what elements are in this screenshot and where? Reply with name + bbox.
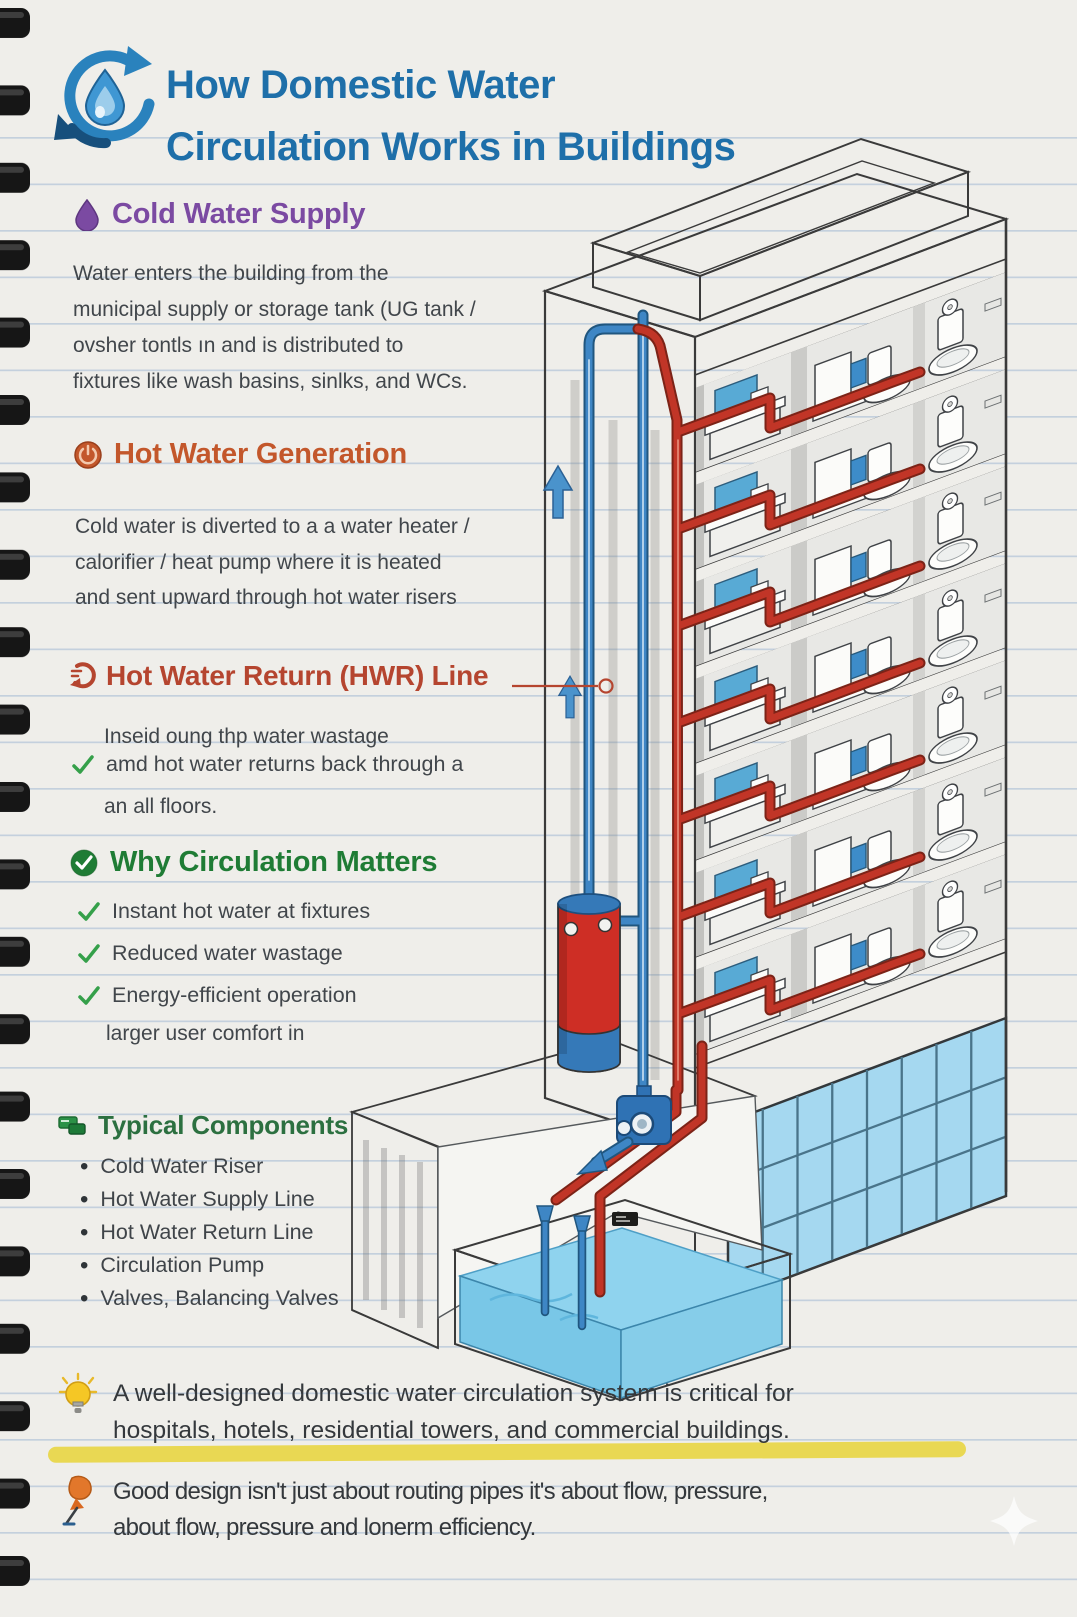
check-circle-icon xyxy=(70,849,98,877)
bullet-icon: • xyxy=(80,1186,89,1213)
hot-generation-paragraph xyxy=(75,509,470,616)
paragraph-line: Cold water is diverted to a a water heater / xyxy=(75,515,470,538)
pin-note xyxy=(113,1474,768,1546)
water-heater xyxy=(558,894,620,1072)
paragraph-line: municipal supply or storage tank (UG tank / xyxy=(73,298,476,321)
components-icon xyxy=(58,1113,88,1139)
checkmark-icon xyxy=(72,755,94,774)
hwr-tail: an all floors. xyxy=(104,795,218,818)
checkmark-icon xyxy=(78,986,100,1005)
list-item-label: Hot Water Return Line xyxy=(100,1220,314,1244)
title-line-2: Circulation Works in Buildings xyxy=(166,125,736,169)
components-list xyxy=(80,1150,339,1315)
checkmark-icon xyxy=(78,902,100,921)
note-line: hospitals, hotels, residential towers, and commercial buildings. xyxy=(113,1417,790,1444)
paragraph-line: calorifier / heat pump where it is heated xyxy=(75,550,442,574)
hwr-check-row xyxy=(72,752,463,777)
section-why-circulation-matters xyxy=(70,846,437,879)
list-item-label: Hot Water Supply Line xyxy=(100,1187,315,1211)
cold-water-paragraph xyxy=(73,256,476,400)
section-hot-water-return xyxy=(68,660,488,692)
equipment-tag xyxy=(612,1212,638,1226)
section-heading: Hot Water Return (HWR) Line xyxy=(106,660,489,691)
paragraph-line: and sent upward through hot water risers xyxy=(75,586,457,609)
water-cycle-logo xyxy=(50,42,160,154)
why-check-row xyxy=(78,983,357,1008)
list-item xyxy=(80,1249,339,1282)
section-heading: Why Circulation Matters xyxy=(110,846,438,878)
section-cold-water-supply xyxy=(74,198,365,231)
page-title xyxy=(166,54,736,178)
list-item xyxy=(80,1183,339,1216)
bullet-icon: • xyxy=(80,1252,89,1279)
check-label: amd hot water returns back through a xyxy=(106,752,464,776)
note-line: A well-designed domestic water circulation system is critical for xyxy=(113,1380,794,1407)
check-label: Instant hot water at fixtures xyxy=(112,899,371,923)
checkmark-icon xyxy=(78,944,100,963)
section-typical-components xyxy=(58,1110,348,1141)
note-line: about flow, pressure and lonerm efficiency. xyxy=(113,1514,536,1541)
section-heading: Typical Components xyxy=(98,1110,349,1140)
title-line-1: How Domestic Water xyxy=(166,63,556,107)
tip-note xyxy=(113,1375,794,1449)
paragraph-line: fixtures like wash basins, sinlks, and WCs. xyxy=(73,370,468,393)
list-item xyxy=(80,1216,339,1249)
bullet-icon: • xyxy=(80,1219,89,1246)
list-item xyxy=(80,1282,339,1315)
why-check-row xyxy=(78,899,370,924)
bathroom-floors xyxy=(695,272,1006,1054)
section-hot-water-generation xyxy=(74,438,407,471)
paragraph-line: ovsher tontls ın and is distributed to xyxy=(73,334,404,357)
paragraph-line: Water enters the building from the xyxy=(73,262,389,285)
section-heading: Cold Water Supply xyxy=(112,198,366,230)
spiral-binding xyxy=(0,0,36,1617)
pushpin-icon xyxy=(58,1474,100,1530)
check-label: Energy-efficient operation xyxy=(112,983,357,1007)
hwr-intro: Inseid oung thp water wastage xyxy=(104,725,389,748)
list-item-label: Cold Water Riser xyxy=(100,1154,264,1178)
heater-icon xyxy=(74,441,102,469)
list-item-label: Circulation Pump xyxy=(100,1253,265,1277)
list-item-label: Valves, Balancing Valves xyxy=(100,1286,339,1310)
section-heading: Hot Water Generation xyxy=(114,438,408,470)
droplet-icon xyxy=(74,199,100,231)
return-arrow-icon xyxy=(68,661,98,691)
note-line: Good design isn't just about routing pipes it's about flow, pressure, xyxy=(113,1478,768,1505)
why-extra-line: larger user comfort in xyxy=(106,1022,305,1045)
bullet-icon: • xyxy=(80,1285,89,1312)
lightbulb-icon xyxy=(58,1372,98,1424)
why-check-row xyxy=(78,941,343,966)
bullet-icon: • xyxy=(80,1153,89,1180)
check-label: Reduced water wastage xyxy=(112,941,343,965)
list-item xyxy=(80,1150,339,1183)
